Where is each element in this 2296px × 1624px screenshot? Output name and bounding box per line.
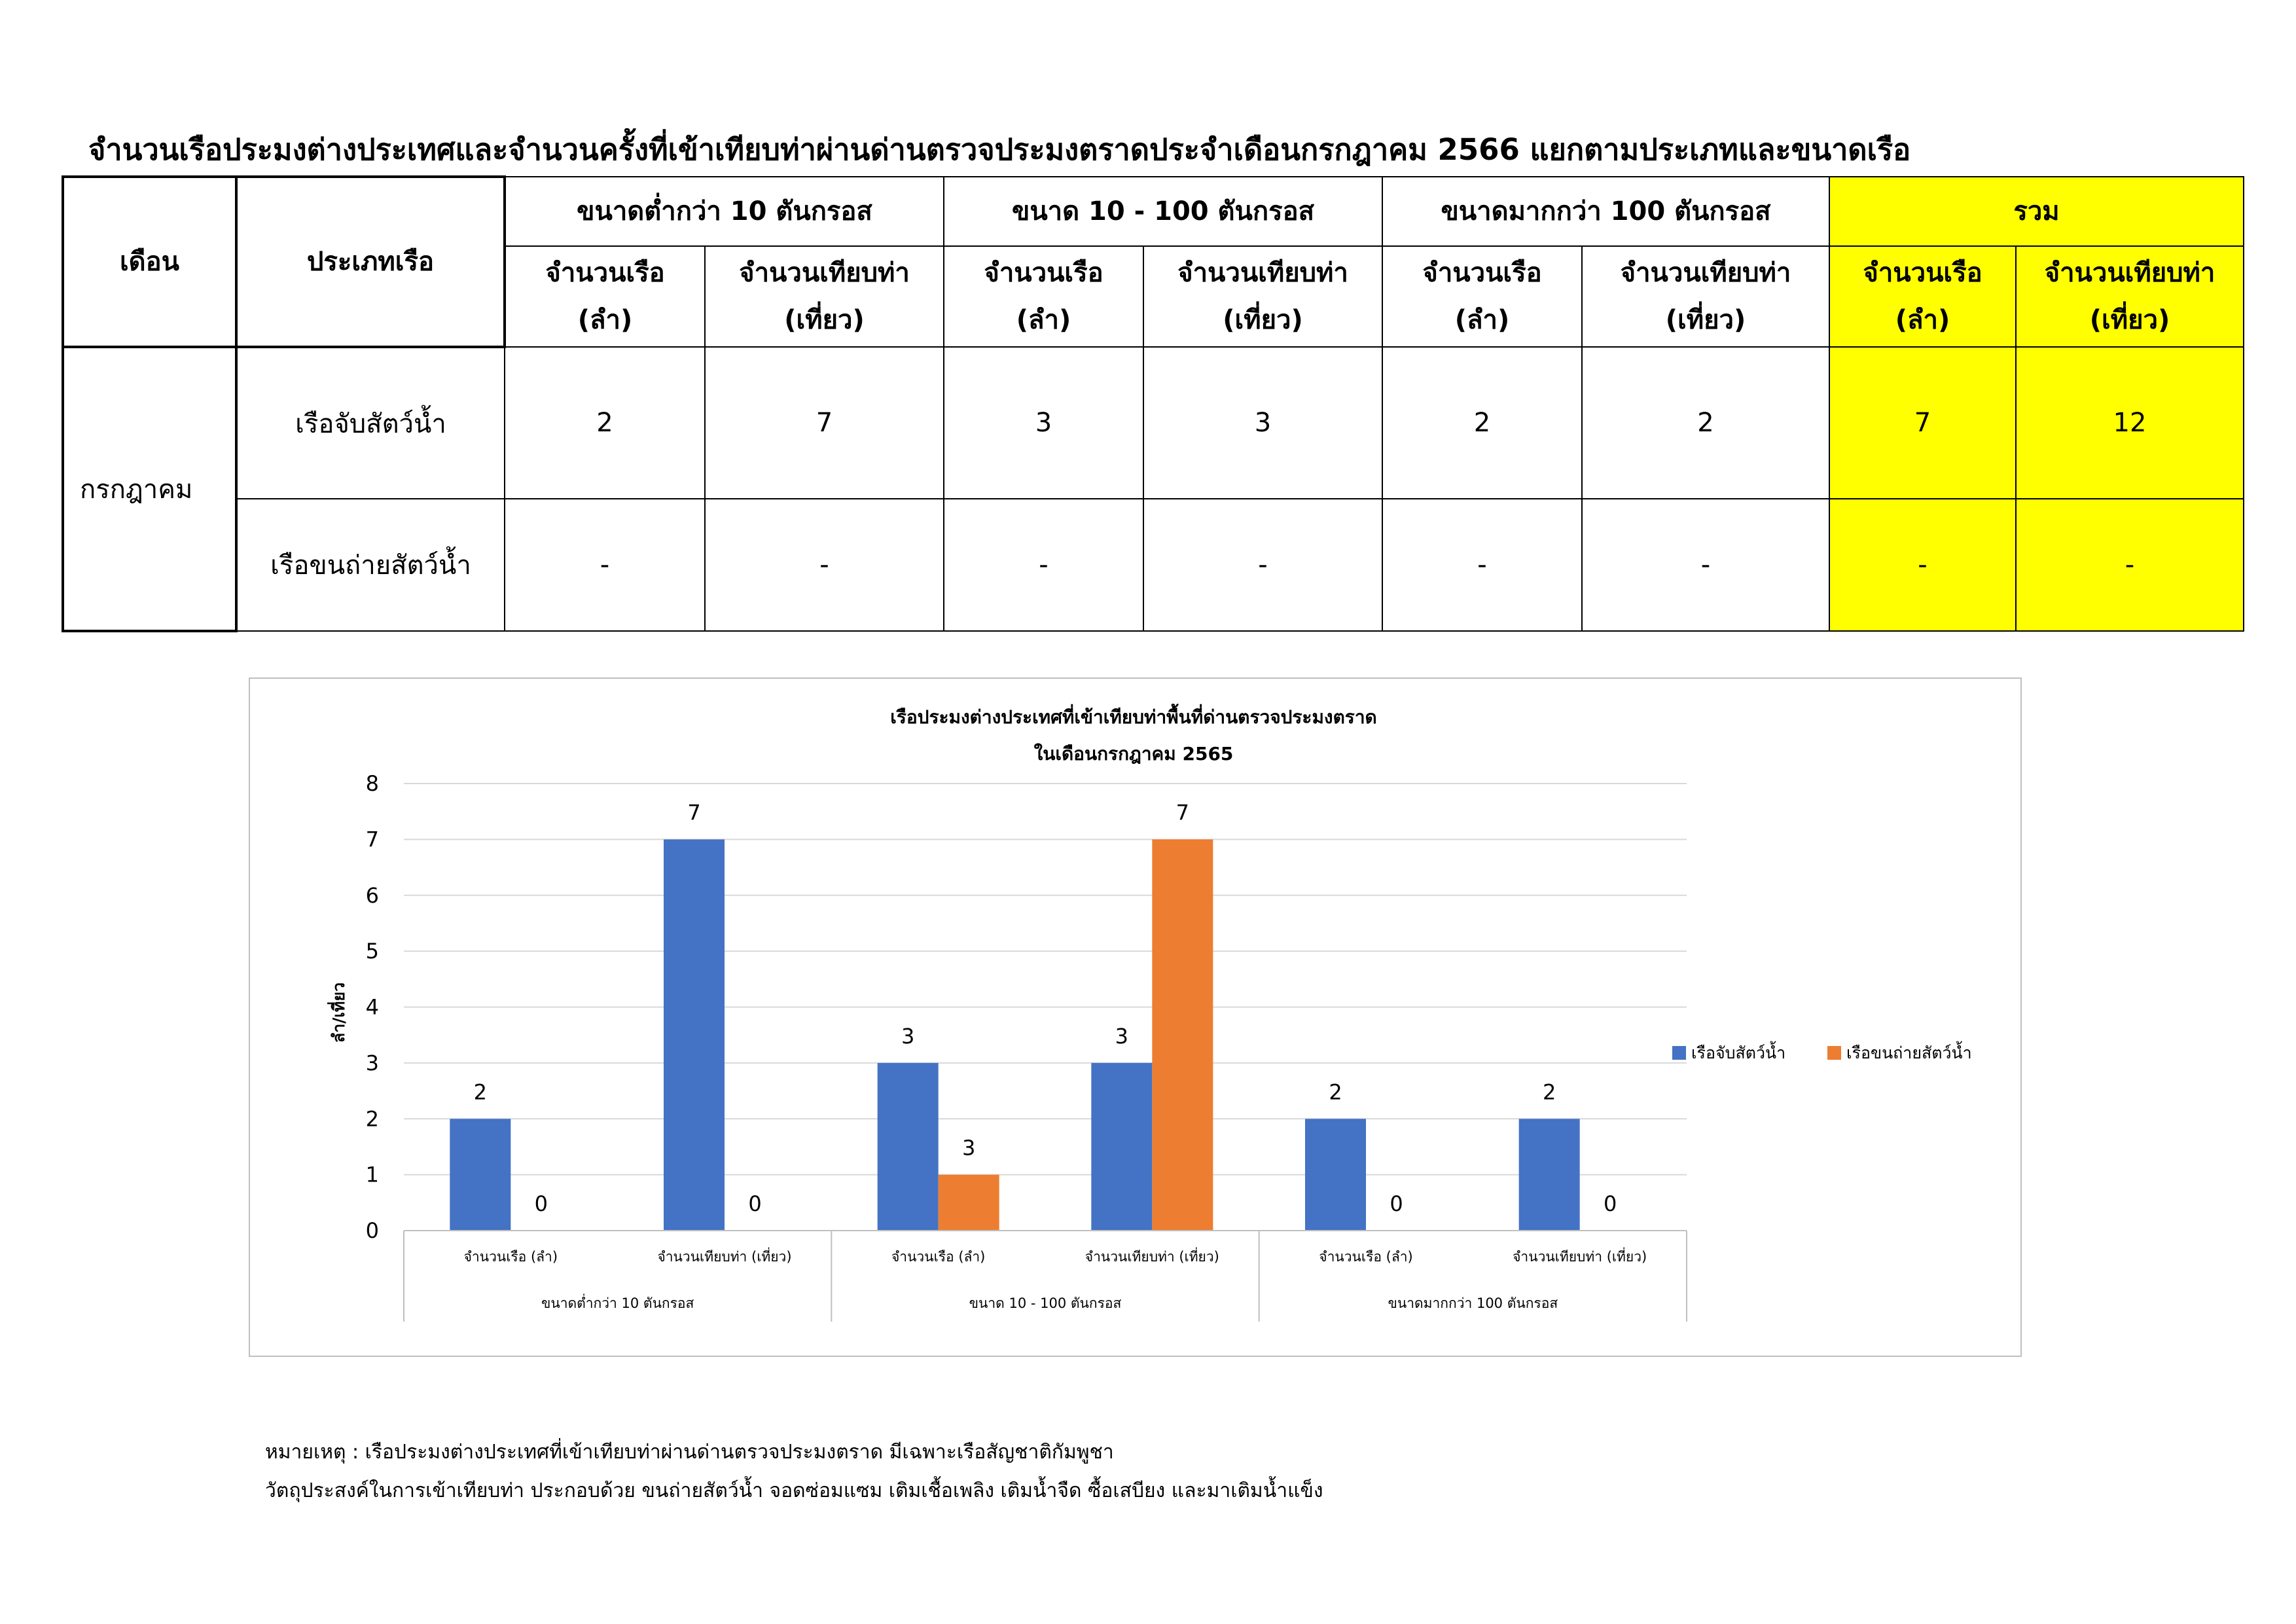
x-category-label: จำนวนเรือ (ลำ) [891,1249,986,1265]
total-value-cell: 7 [1829,347,2016,499]
y-tick-label: 2 [365,1106,379,1132]
data-label: 0 [534,1191,548,1216]
value-cell: - [1582,499,1829,631]
legend-label: เรือจับสัตว์น้ำ [1691,1043,1786,1062]
y-tick-label: 8 [365,771,379,796]
x-group-label: ขนาดมากกว่า 100 ตันกรอส [1388,1295,1558,1311]
value-cell: - [1143,499,1382,631]
value-cell: 2 [1382,347,1582,499]
subheader-boats: จำนวนเรือ (ลำ) [505,246,705,347]
x-category-label: จำนวนเรือ (ลำ) [1319,1249,1413,1265]
header-group-small: ขนาดต่ำกว่า 10 ตันกรอส [505,177,944,246]
legend-swatch [1672,1046,1686,1060]
table-row [63,499,2244,631]
y-tick-label: 0 [365,1218,379,1243]
data-label: 3 [901,1023,915,1049]
data-label: 2 [473,1079,488,1105]
month-cell: กรกฎาคม [63,347,236,631]
total-value-cell: 12 [2016,347,2244,499]
header-group-large: ขนาดมากกว่า 100 ตันกรอส [1382,177,1829,246]
table-row [63,347,2244,499]
x-category-label: จำนวนเทียบท่า (เที่ยว) [1513,1249,1647,1265]
x-group-label: ขนาด 10 - 100 ตันกรอส [969,1295,1122,1311]
bar [450,1119,511,1231]
value-cell: 3 [944,347,1143,499]
y-tick-label: 7 [365,827,379,852]
x-group-label: ขนาดต่ำกว่า 10 ตันกรอส [541,1295,694,1311]
subheader-trips: จำนวนเทียบท่า (เที่ยว) [705,246,944,347]
chart-subtitle: ในเดือนกรกฎาคม 2565 [1033,743,1234,765]
y-tick-label: 3 [365,1050,379,1075]
header-group-medium: ขนาด 10 - 100 ตันกรอส [944,177,1382,246]
legend-label: เรือขนถ่ายสัตว์น้ำ [1846,1043,1972,1062]
subheader-trips: จำนวนเทียบท่า (เที่ยว) [1582,246,1829,347]
bar [1091,1063,1152,1231]
subheader-total-trips: จำนวนเทียบท่า (เที่ยว) [2016,246,2244,347]
data-label: 0 [1603,1191,1617,1216]
total-value-cell: - [1829,499,2016,631]
data-label: 0 [748,1191,762,1216]
value-cell: - [505,499,705,631]
y-tick-label: 4 [365,994,379,1020]
total-value-cell: - [2016,499,2244,631]
value-cell: 2 [1582,347,1829,499]
y-tick-label: 1 [365,1162,379,1187]
legend-swatch [1827,1046,1841,1060]
x-category-label: จำนวนเทียบท่า (เที่ยว) [657,1249,792,1265]
x-category-label: จำนวนเรือ (ลำ) [463,1249,558,1265]
boat-type-cell: เรือขนถ่ายสัตว์น้ำ [236,499,505,631]
chart-title: เรือประมงต่างประเทศที่เข้าเทียบท่าพื้นที่ด่านตรวจประมงตราด [890,706,1377,728]
subheader-boats: จำนวนเรือ (ลำ) [944,246,1143,347]
data-label: 7 [1175,800,1190,825]
subheader-boats: จำนวนเรือ (ลำ) [1382,246,1582,347]
bar [1152,839,1213,1231]
footnote-line-1: หมายเหตุ : เรือประมงต่างประเทศที่เข้าเทียบท่าผ่านด่านตรวจประมงตราด มีเฉพาะเรือสัญชาติกัมพูชา [265,1441,1114,1464]
y-tick-label: 5 [365,939,379,964]
header-boat-type: ประเภทเรือ [236,177,505,347]
bar [664,839,725,1231]
data-label: 0 [1390,1191,1403,1216]
y-axis-label: ลำ/เที่ยว [329,982,348,1043]
data-label: 2 [1542,1079,1556,1105]
y-tick-label: 6 [365,882,379,908]
subheader-trips: จำนวนเทียบท่า (เที่ยว) [1143,246,1382,347]
subheader-total-boats: จำนวนเรือ (ลำ) [1829,246,2016,347]
data-label: 2 [1329,1079,1342,1105]
data-label: 3 [1115,1023,1129,1049]
value-cell: 2 [505,347,705,499]
chart-container [249,677,2022,1357]
data-label: 3 [961,1135,976,1161]
bar [1519,1119,1580,1231]
data-label: 7 [687,800,701,825]
bar [939,1175,999,1231]
report-table [62,175,2244,632]
value-cell: - [1382,499,1582,631]
footnote-line-2: วัตถุประสงค์ในการเข้าเทียบท่า ประกอบด้วย ขนถ่ายสัตว์น้ำ จอดซ่อมแซม เติมเชื้อเพลิง เติมน้ำจืด ซื้อเสบียง และมาเติมน้ำแข็ง [265,1479,1323,1502]
bar-chart [250,679,2020,1356]
bar [1305,1119,1366,1231]
x-category-label: จำนวนเทียบท่า (เที่ยว) [1085,1249,1219,1265]
value-cell: 7 [705,347,944,499]
value-cell: 3 [1143,347,1382,499]
value-cell: - [944,499,1143,631]
header-group-total: รวม [1829,177,2244,246]
header-month: เดือน [63,177,236,347]
page-title: จำนวนเรือประมงต่างประเทศและจำนวนครั้งที่เข้าเทียบท่าผ่านด่านตรวจประมงตราดประจำเดือนกรกฎาคม 2566 แยกตามประเภทและขนาดเรือ [88,132,1911,167]
bar [878,1063,939,1231]
value-cell: - [705,499,944,631]
boat-type-cell: เรือจับสัตว์น้ำ [236,347,505,499]
